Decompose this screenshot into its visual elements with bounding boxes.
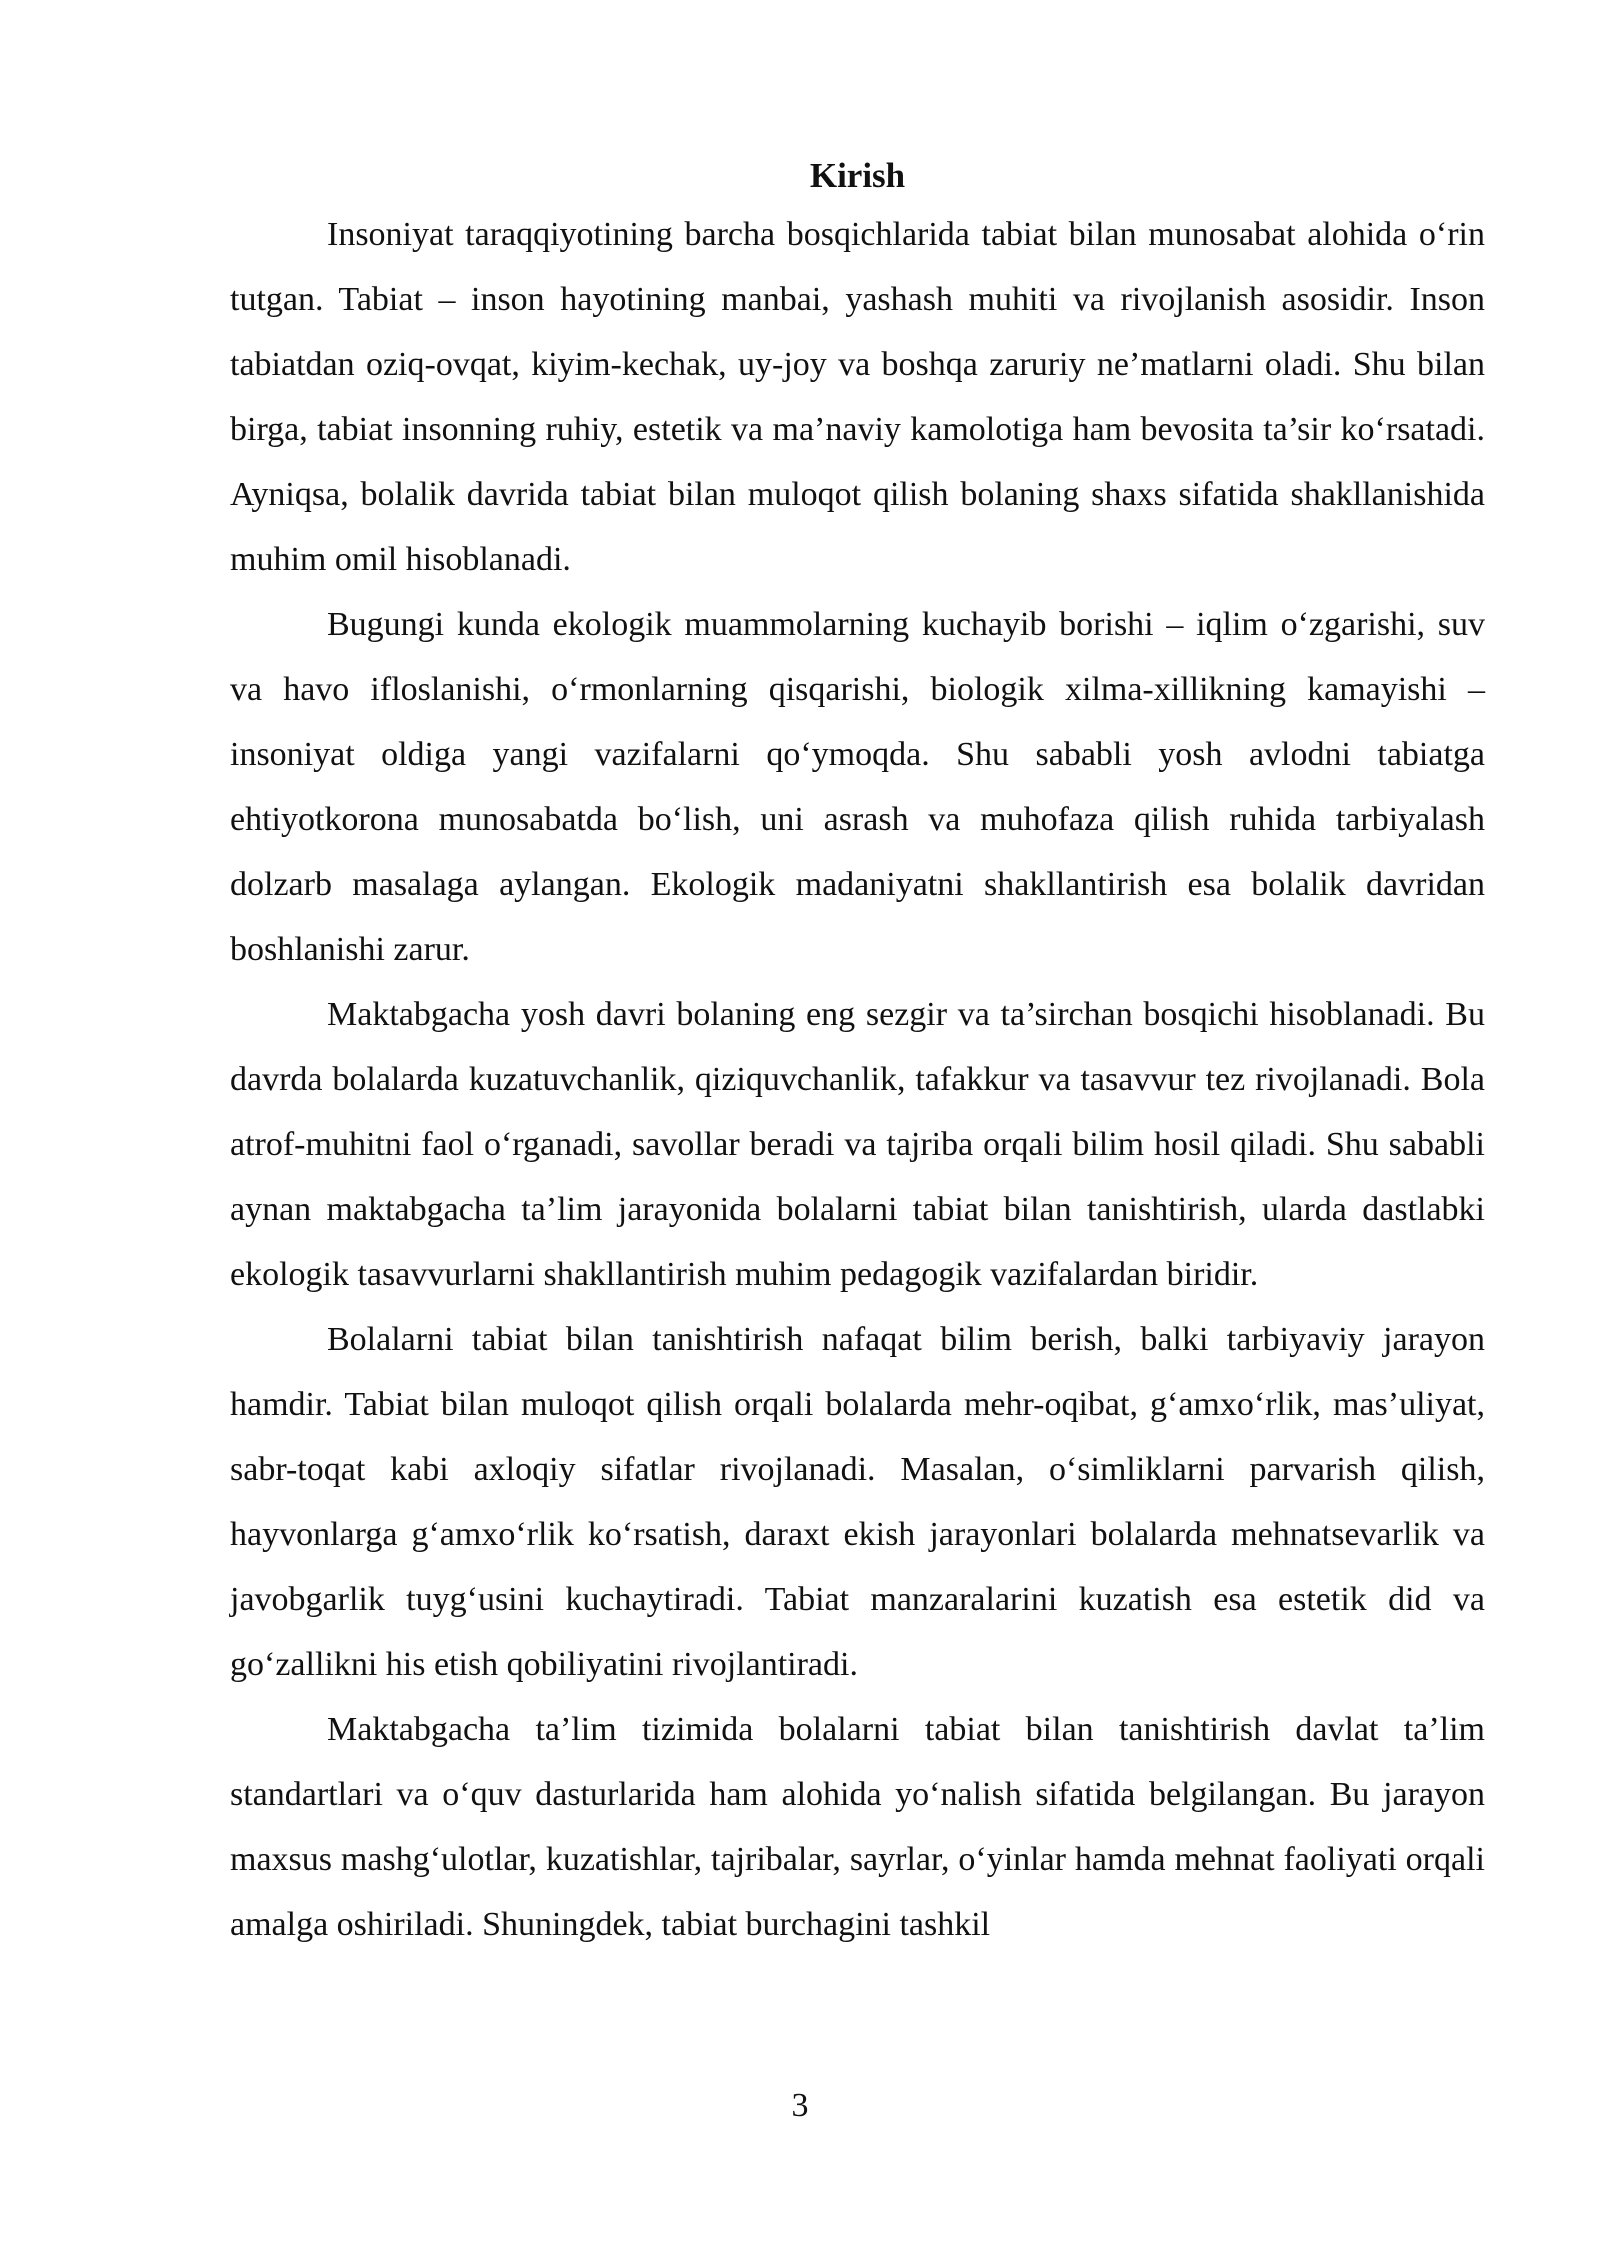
- section-title: Kirish: [809, 156, 906, 195]
- paragraph-2: Bugungi kunda ekologik muammolarning kuchayib borishi – iqlim o‘zgarishi, suv va havo ifloslanishi, o‘rmonlarning qisqarishi, biologik xilma-xillikning kamayishi – insoniyat oldiga yangi vazifalarni qo‘ymoqda. Shu sababli yosh avlodni tabiatga ehtiyotkorona munosabatda bo‘lish, uni asrash va muhofaza qilish ruhida tarbiyalash dolzarb masalaga aylangan. Ekologik madaniyatni shakllantirish esa bolalik davridan boshlanishi zarur.: [230, 606, 1485, 968]
- page-content: [230, 150, 1485, 1957]
- page-number: 3: [791, 2087, 809, 2124]
- paragraph-3: Maktabgacha yosh davri bolaning eng sezgir va ta’sirchan bosqichi hisoblanadi. Bu davrda bolalarda kuzatuvchanlik, qiziquvchanlik, tafakkur va tasavvur tez rivojlanadi. Bola atrof-muhitni faol o‘rganadi, savollar beradi va tajriba orqali bilim hosil qiladi. Shu sababli aynan maktabgacha ta’lim jarayonida bolalarni tabiat bilan tanishtirish, ularda dastlabki ekologik tasavvurlarni shakllantirish muhim pedagogik vazifalardan biridir.: [230, 996, 1485, 1293]
- paragraph-1: Insoniyat taraqqiyotining barcha bosqichlarida tabiat bilan munosabat alohida o‘rin tutgan. Tabiat – inson hayotining manbai, yashash muhiti va rivojlanish asosidir. Inson tabiatdan oziq-ovqat, kiyim-kechak, uy-joy va boshqa zaruriy ne’matlarni oladi. Shu bilan birga, tabiat insonning ruhiy, estetik va ma’naviy kamolotiga ham bevosita ta’sir ko‘rsatadi. Ayniqsa, bolalik davrida tabiat bilan muloqot qilish bolaning shaxs sifatida shakllanishida muhim omil hisoblanadi.: [230, 216, 1485, 578]
- paragraph-5: Maktabgacha ta’lim tizimida bolalarni tabiat bilan tanishtirish davlat ta’lim standartlari va o‘quv dasturlarida ham alohida yo‘nalish sifatida belgilangan. Bu jarayon maxsus mashg‘ulotlar, kuzatishlar, tajribalar, sayrlar, o‘yinlar hamda mehnat faoliyati orqali amalga oshiriladi. Shuningdek, tabiat burchagini tashkil: [230, 1711, 1485, 1943]
- paragraph-4: Bolalarni tabiat bilan tanishtirish nafaqat bilim berish, balki tarbiyaviy jarayon hamdir. Tabiat bilan muloqot qilish orqali bolalarda mehr-oqibat, g‘amxo‘rlik, mas’uliyat, sabr-toqat kabi axloqiy sifatlar rivojlanadi. Masalan, o‘simliklarni parvarish qilish, hayvonlarga g‘amxo‘rlik ko‘rsatish, daraxt ekish jarayonlari bolalarda mehnatsevarlik va javobgarlik tuyg‘usini kuchaytiradi. Tabiat manzaralarini kuzatish esa estetik did va go‘zallikni his etish qobiliyatini rivojlantiradi.: [230, 1321, 1485, 1683]
